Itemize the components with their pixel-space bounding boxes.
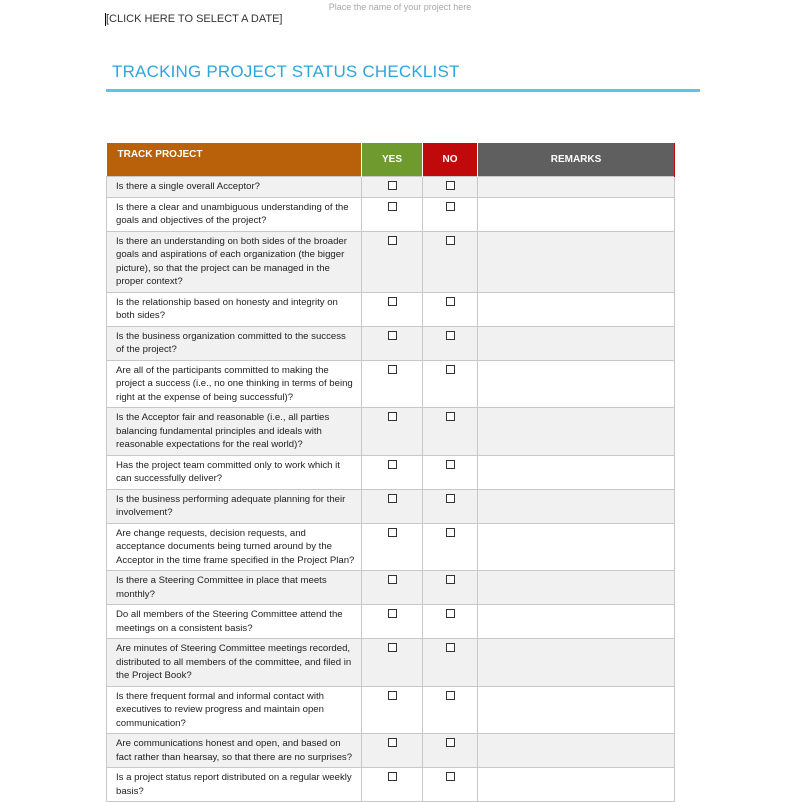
remarks-cell[interactable] [478, 571, 675, 605]
header-remarks: REMARKS [478, 143, 675, 177]
no-checkbox[interactable] [446, 738, 455, 747]
question-cell: Do all members of the Steering Committee attend the meetings on a consistent basis? [107, 605, 362, 639]
table-row [107, 197, 675, 231]
yes-checkbox[interactable] [388, 575, 397, 584]
remarks-cell[interactable] [478, 197, 675, 231]
table-row [107, 292, 675, 326]
yes-checkbox[interactable] [388, 609, 397, 618]
no-checkbox[interactable] [446, 772, 455, 781]
question-cell: Is there a Steering Committee in place that meets monthly? [107, 571, 362, 605]
table-row [107, 605, 675, 639]
question-cell: Is there frequent formal and informal contact with executives to review progress and maintain open communication? [107, 686, 362, 734]
question-cell: Is a project status report distributed on a regular weekly basis? [107, 768, 362, 802]
header-track-project: TRACK PROJECT [107, 143, 362, 177]
no-cell [423, 197, 478, 231]
question-cell: Are minutes of Steering Committee meetings recorded, distributed to all members of the committee, and filed in the Project Book? [107, 639, 362, 687]
no-checkbox[interactable] [446, 202, 455, 211]
no-cell [423, 326, 478, 360]
no-checkbox[interactable] [446, 460, 455, 469]
yes-cell [362, 489, 423, 523]
remarks-cell[interactable] [478, 177, 675, 198]
question-cell: Is the business performing adequate planning for their involvement? [107, 489, 362, 523]
yes-checkbox[interactable] [388, 181, 397, 190]
no-cell [423, 605, 478, 639]
yes-cell [362, 326, 423, 360]
yes-cell [362, 523, 423, 571]
table-row [107, 360, 675, 408]
remarks-cell[interactable] [478, 292, 675, 326]
page-title: TRACKING PROJECT STATUS CHECKLIST [112, 62, 460, 81]
no-checkbox[interactable] [446, 331, 455, 340]
project-name-placeholder[interactable]: Place the name of your project here [328, 2, 472, 12]
yes-checkbox[interactable] [388, 772, 397, 781]
yes-checkbox[interactable] [388, 643, 397, 652]
question-cell: Has the project team committed only to work which it can successfully deliver? [107, 455, 362, 489]
yes-checkbox[interactable] [388, 738, 397, 747]
table-row [107, 489, 675, 523]
remarks-cell[interactable] [478, 231, 675, 292]
date-picker-field[interactable]: [CLICK HERE TO SELECT A DATE] [106, 13, 283, 25]
question-cell: Is there a clear and unambiguous understanding of the goals and objectives of the project? [107, 197, 362, 231]
table-row [107, 734, 675, 768]
no-cell [423, 360, 478, 408]
yes-cell [362, 571, 423, 605]
yes-cell [362, 455, 423, 489]
header-yes: YES [362, 143, 423, 177]
yes-cell [362, 197, 423, 231]
remarks-cell[interactable] [478, 523, 675, 571]
yes-checkbox[interactable] [388, 236, 397, 245]
no-checkbox[interactable] [446, 412, 455, 421]
yes-cell [362, 231, 423, 292]
yes-checkbox[interactable] [388, 412, 397, 421]
no-cell [423, 292, 478, 326]
table-row [107, 177, 675, 198]
yes-cell [362, 605, 423, 639]
remarks-cell[interactable] [478, 489, 675, 523]
yes-checkbox[interactable] [388, 331, 397, 340]
no-cell [423, 455, 478, 489]
yes-checkbox[interactable] [388, 691, 397, 700]
table-row [107, 686, 675, 734]
no-checkbox[interactable] [446, 494, 455, 503]
question-cell: Is the Acceptor fair and reasonable (i.e., all parties balancing fundamental principles and ideals with reasonable expectations for the real world)? [107, 408, 362, 456]
no-checkbox[interactable] [446, 609, 455, 618]
no-cell [423, 523, 478, 571]
no-checkbox[interactable] [446, 297, 455, 306]
question-cell: Are all of the participants committed to making the project a success (i.e., no one thinking in terms of being right at the expense of being successful)? [107, 360, 362, 408]
yes-cell [362, 686, 423, 734]
table-row [107, 326, 675, 360]
header-no: NO [423, 143, 478, 177]
yes-cell [362, 639, 423, 687]
yes-cell [362, 768, 423, 802]
no-checkbox[interactable] [446, 643, 455, 652]
question-cell: Are change requests, decision requests, and acceptance documents being turned around by the Acceptor in the time frame specified in the Project Plan? [107, 523, 362, 571]
yes-checkbox[interactable] [388, 494, 397, 503]
no-cell [423, 231, 478, 292]
yes-cell [362, 408, 423, 456]
remarks-cell[interactable] [478, 605, 675, 639]
table-row [107, 231, 675, 292]
checklist-body [107, 177, 675, 802]
remarks-cell[interactable] [478, 455, 675, 489]
table-row [107, 408, 675, 456]
yes-checkbox[interactable] [388, 365, 397, 374]
no-cell [423, 177, 478, 198]
no-cell [423, 768, 478, 802]
title-underline [106, 89, 700, 92]
yes-cell [362, 292, 423, 326]
no-checkbox[interactable] [446, 528, 455, 537]
table-header-row [107, 143, 675, 177]
no-cell [423, 639, 478, 687]
question-cell: Is there a single overall Acceptor? [107, 177, 362, 198]
yes-cell [362, 177, 423, 198]
no-checkbox[interactable] [446, 365, 455, 374]
checklist-table [106, 143, 675, 802]
yes-checkbox[interactable] [388, 202, 397, 211]
no-checkbox[interactable] [446, 236, 455, 245]
remarks-cell[interactable] [478, 686, 675, 734]
table-row [107, 639, 675, 687]
no-checkbox[interactable] [446, 575, 455, 584]
question-cell: Is the relationship based on honesty and integrity on both sides? [107, 292, 362, 326]
table-row [107, 523, 675, 571]
no-cell [423, 571, 478, 605]
no-cell [423, 734, 478, 768]
question-cell: Are communications honest and open, and based on fact rather than hearsay, so that there are no surprises? [107, 734, 362, 768]
no-cell [423, 408, 478, 456]
remarks-cell[interactable] [478, 639, 675, 687]
table-row [107, 455, 675, 489]
table-row [107, 768, 675, 802]
remarks-cell[interactable] [478, 326, 675, 360]
yes-checkbox[interactable] [388, 460, 397, 469]
remarks-cell[interactable] [478, 768, 675, 802]
remarks-cell[interactable] [478, 360, 675, 408]
yes-checkbox[interactable] [388, 297, 397, 306]
yes-cell [362, 734, 423, 768]
table-row [107, 571, 675, 605]
no-cell [423, 489, 478, 523]
no-cell [423, 686, 478, 734]
question-cell: Is the business organization committed to the success of the project? [107, 326, 362, 360]
yes-checkbox[interactable] [388, 528, 397, 537]
remarks-cell[interactable] [478, 408, 675, 456]
no-checkbox[interactable] [446, 691, 455, 700]
yes-cell [362, 360, 423, 408]
question-cell: Is there an understanding on both sides of the broader goals and aspirations of each organization (the bigger picture), so that the project can be managed in the proper context? [107, 231, 362, 292]
remarks-cell[interactable] [478, 734, 675, 768]
no-checkbox[interactable] [446, 181, 455, 190]
